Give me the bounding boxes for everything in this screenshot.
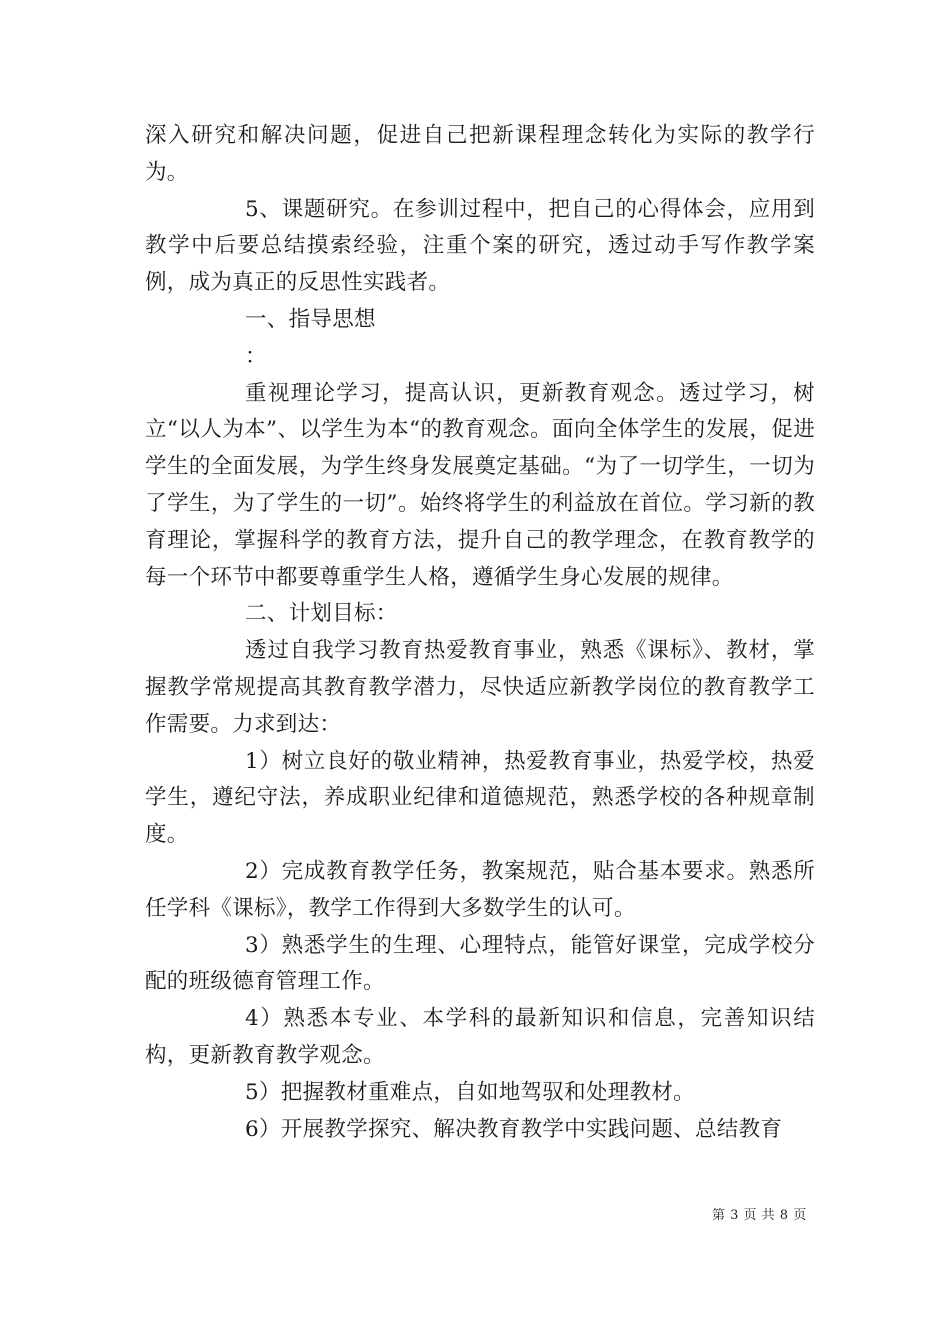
list-item-goal-2: 2）完成教育教学任务，教案规范，贴合基本要求。熟悉所任学科《课标》，教学工作得到大多数学生的认可。 (145, 858, 815, 921)
paragraph-guiding-thought: 重视理论学习，提高认识，更新教育观念。透过学习，树立“以人为本”、以学生为本“的教育观念。面向全体学生的发展，促进学生的全面发展，为学生终身发展奠定基础。“为了一切学生，一切为了学生，为了学生的一切”。始终将学生的利益放在首位。学习新的教育理论，掌握科学的教育方法，提升自己的教学理念，在教育教学的每一个环节中都要尊重学生人格，遵循学生身心发展的规律。 (145, 380, 815, 590)
paragraph-continuation: 深入研究和解决问题，促进自己把新课程理念转化为实际的教学行为。 (145, 123, 815, 185)
list-item-goal-1: 1）树立良好的敬业精神，热爱教育事业，热爱学校，热爱学生，遵纪守法，养成职业纪律和道德规范，熟悉学校的各种规章制度。 (145, 748, 815, 848)
page-number-footer: 第 3 页 共 8 页 (712, 1208, 807, 1223)
paragraph-goals-intro: 透过自我学习教育热爱教育事业，熟悉《课标》、教材，掌握教学常规提高其教育教学潜力，尽快适应新教学岗位的教育教学工作需要。力求到达： (145, 638, 815, 737)
list-item-goal-5: 5）把握教材重难点，自如地驾驭和处理教材。 (245, 1079, 695, 1105)
list-item-goal-4: 4）熟悉本专业、本学科的最新知识和信息，完善知识结构，更新教育教学观念。 (145, 1006, 815, 1068)
heading-guiding-thought: 一、指导思想 (245, 306, 376, 332)
paragraph-colon: ： (245, 343, 267, 369)
list-item-goal-6: 6）开展教学探究、解决教育教学中实践问题、总结教育 (245, 1116, 783, 1142)
heading-plan-goals: 二、计划目标： (245, 601, 398, 627)
document-body (145, 118, 815, 1148)
paragraph-item-5: 5、课题研究。在参训过程中，把自己的心得体会，应用到教学中后要总结摸索经验，注重个案的研究，透过动手写作教学案例，成为真正的反思性实践者。 (145, 196, 815, 296)
list-item-goal-3: 3）熟悉学生的生理、心理特点，能管好课堂，完成学校分配的班级德育管理工作。 (145, 932, 815, 995)
